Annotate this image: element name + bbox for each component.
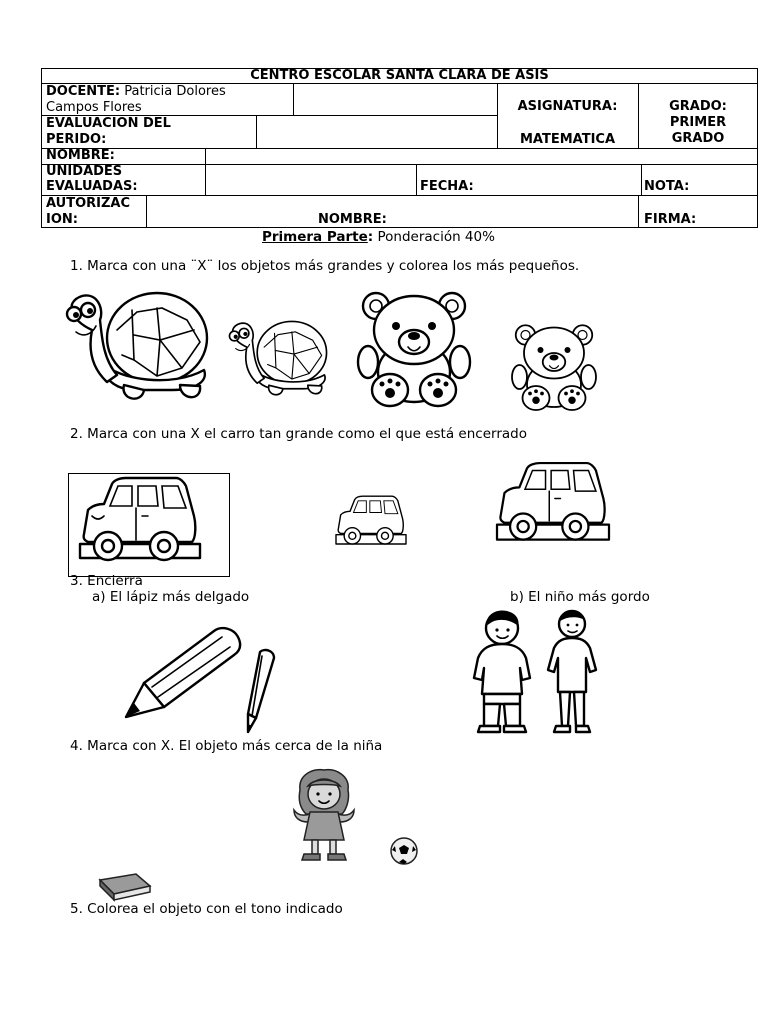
section-title <box>262 229 495 245</box>
bear-big-image <box>358 290 470 410</box>
fecha-label: FECHA: <box>420 179 474 194</box>
asignatura-label: ASIGNATURA: <box>517 99 618 114</box>
firma-label: FIRMA: <box>644 212 697 227</box>
boys-image <box>470 608 605 736</box>
soccer-ball-image <box>389 836 419 866</box>
book-image <box>96 872 152 902</box>
girl-image <box>290 770 358 862</box>
evaluacion-label-1: EVALUACION DEL <box>46 116 171 131</box>
asignatura-value: MATEMATICA <box>519 132 616 147</box>
question-3: 3. Encierra <box>70 573 143 589</box>
section-title-bold: Primera Parte <box>262 229 368 245</box>
question-3b: b) El niño más gordo <box>510 589 650 605</box>
docente-name-1: Patricia Dolores <box>124 84 226 99</box>
pencil-thick-image <box>122 625 244 720</box>
nota-label: NOTA: <box>644 179 690 194</box>
question-4: 4. Marca con X. El objeto más cerca de la niña <box>70 738 383 754</box>
docente-field <box>46 84 226 100</box>
autorizacion-label-1: AUTORIZAC <box>46 196 131 211</box>
question-2: 2. Marca con una X el carro tan grande como el que está encerrado <box>70 426 527 442</box>
grado-label: GRADO: <box>669 99 727 114</box>
pencil-thin-image <box>242 648 278 734</box>
unidades-label-2: EVALUADAS: <box>46 179 138 194</box>
header-table <box>41 68 758 228</box>
unidades-label-1: UNIDADES <box>46 164 123 179</box>
docente-name-2: Campos Flores <box>46 100 142 115</box>
docente-label: DOCENTE: <box>46 84 121 99</box>
question-1: 1. Marca con una ¨X¨ los objetos más grandes y colorea los más pequeños. <box>70 258 580 274</box>
school-name: CENTRO ESCOLAR SANTA CLARA DE ASIS <box>250 68 549 83</box>
section-title-rest: Ponderación 40% <box>373 229 495 245</box>
car-reference-image <box>80 476 200 572</box>
turtle-small-image <box>226 318 330 404</box>
question-5: 5. Colorea el objeto con el tono indicado <box>70 901 343 917</box>
grado-value-1: PRIMER <box>669 115 727 130</box>
turtle-big-image <box>62 290 212 410</box>
question-3a: a) El lápiz más delgado <box>92 589 250 605</box>
section-title-colon: : <box>367 229 374 245</box>
nombre-label: NOMBRE: <box>46 148 115 163</box>
nombre2-label: NOMBRE: <box>318 212 387 227</box>
car-small-image <box>336 493 406 553</box>
bear-small-image <box>510 323 598 413</box>
car-same-size-image <box>497 458 609 554</box>
evaluacion-label-2: PERIDO: <box>46 132 107 147</box>
autorizacion-label-2: ION: <box>46 212 78 227</box>
grado-value-2: GRADO <box>671 131 725 146</box>
